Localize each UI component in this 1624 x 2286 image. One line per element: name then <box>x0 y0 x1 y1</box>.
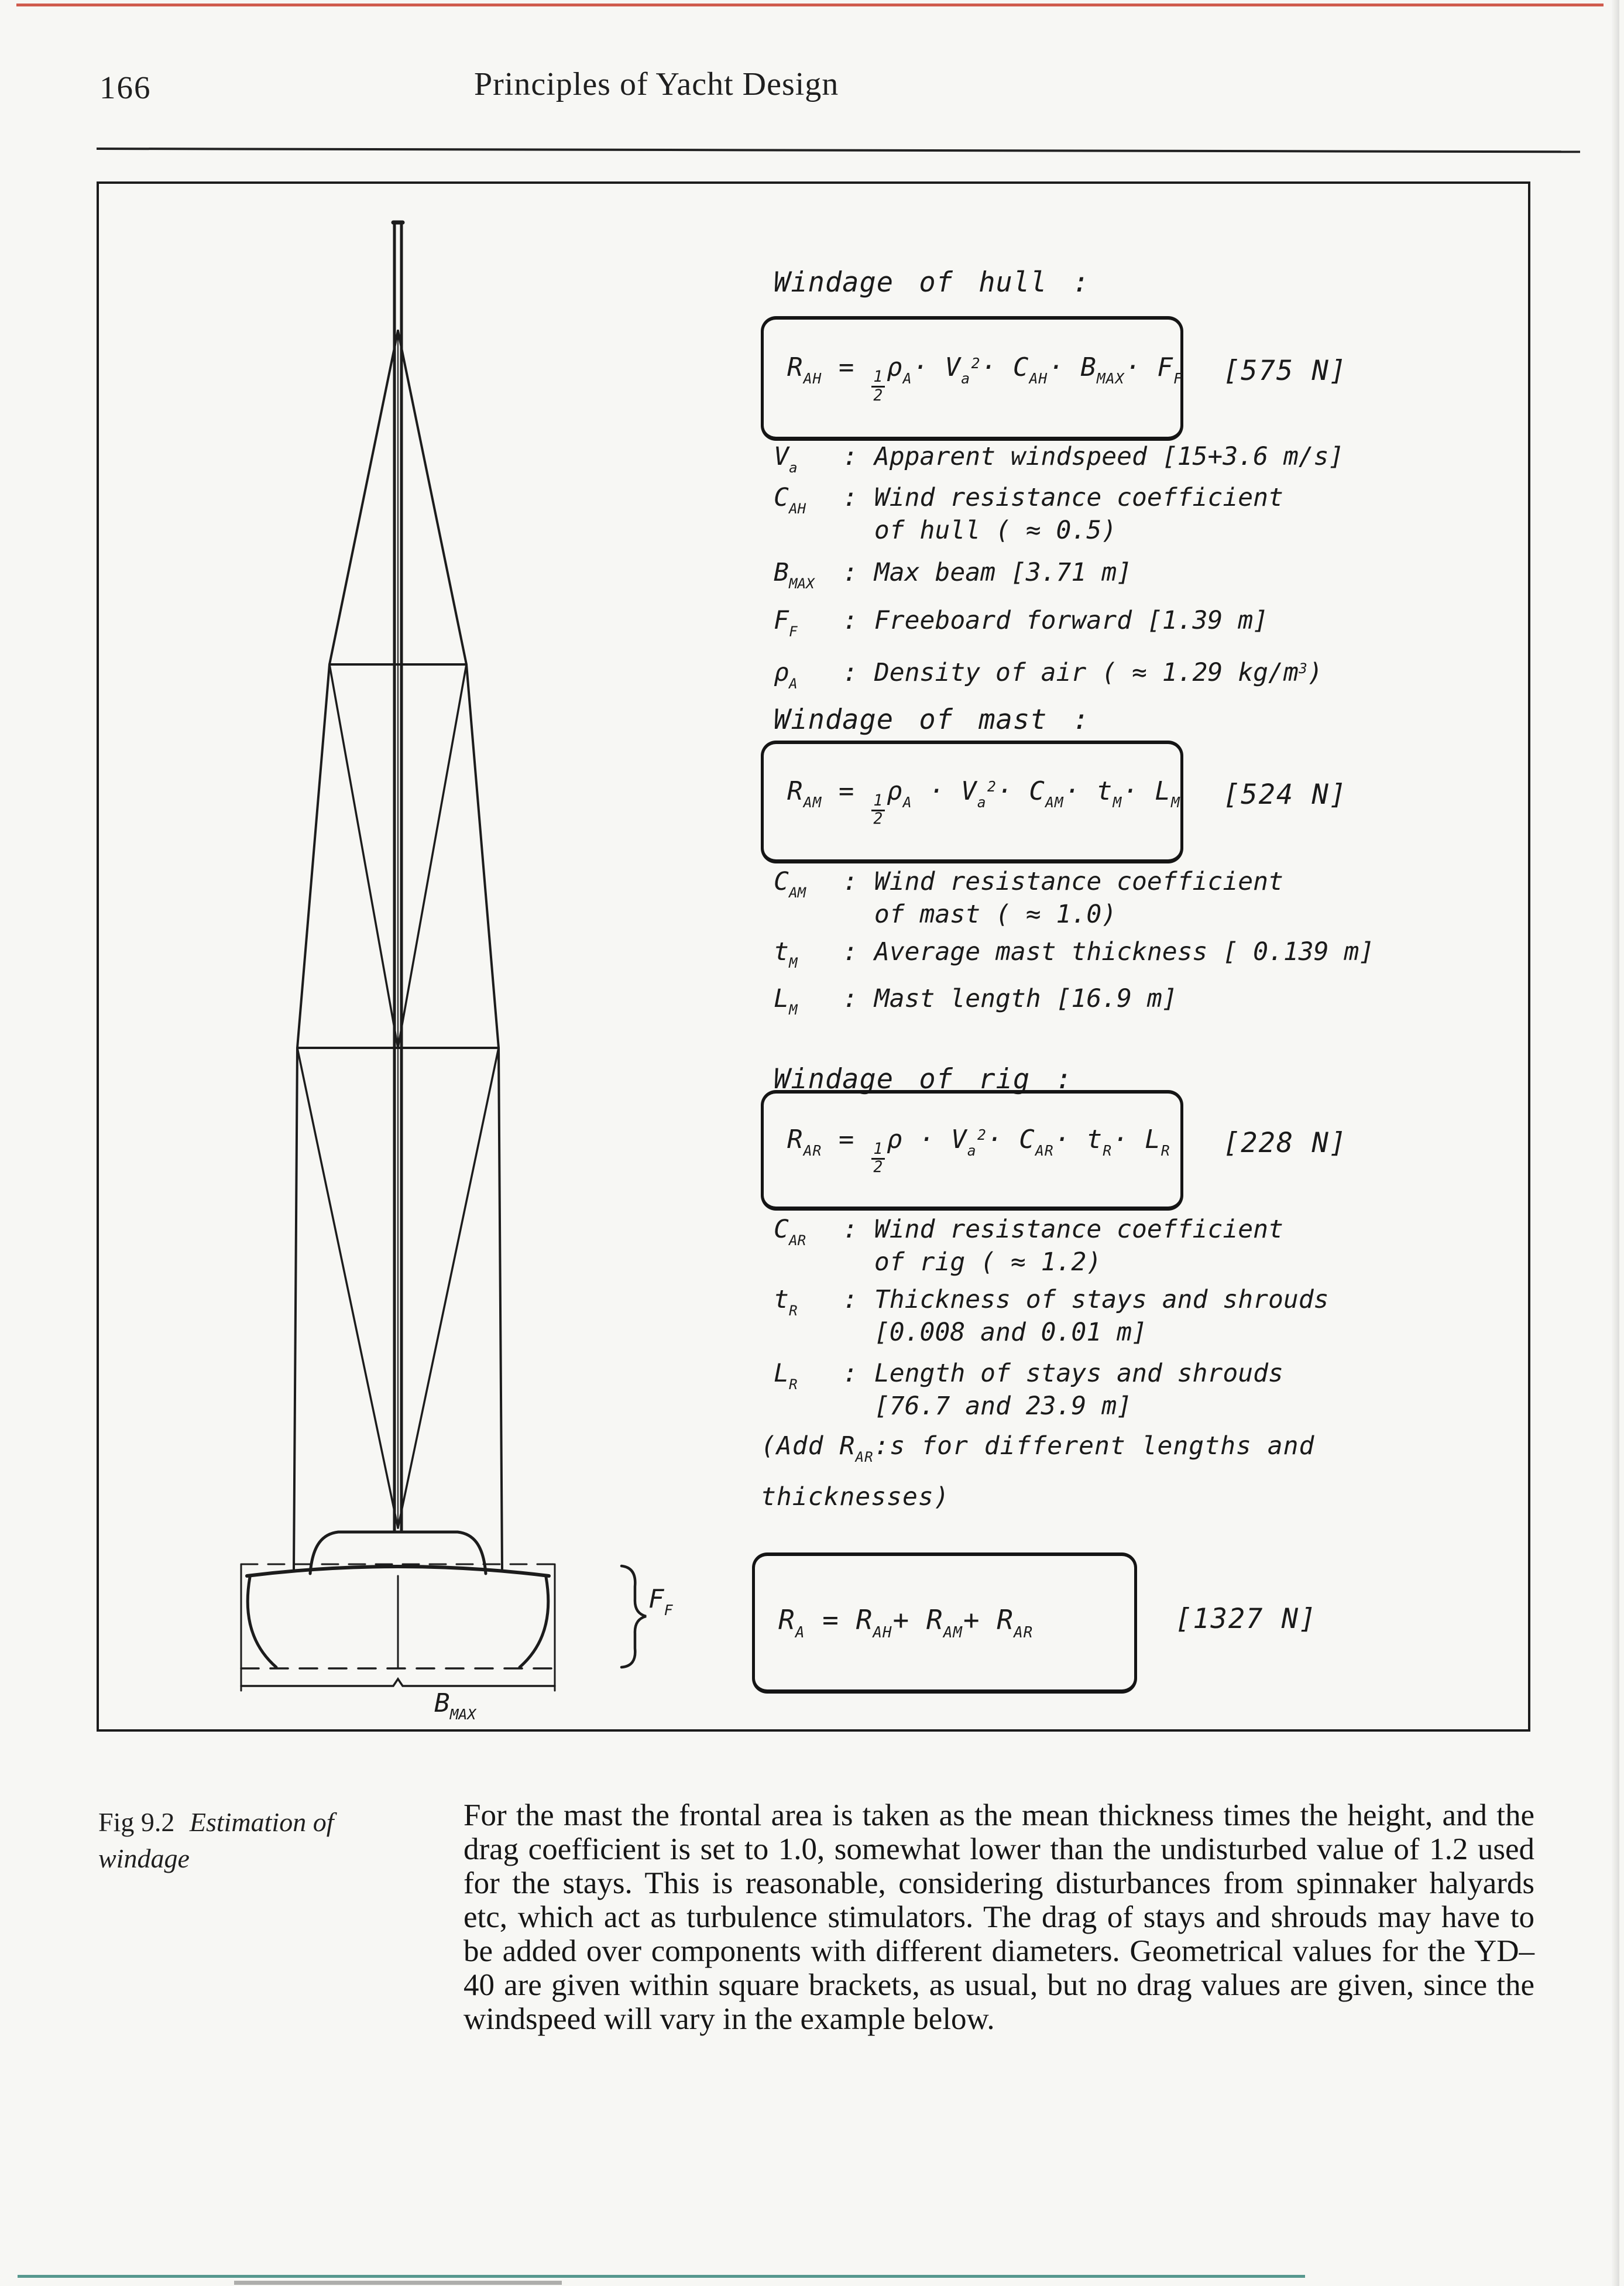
definition-row <box>774 1357 1534 1423</box>
definition-row <box>774 652 1534 700</box>
section-title-rig: Windage of rig : <box>774 1063 1073 1095</box>
symbol: $F_F$ <box>774 606 798 640</box>
scan-edge-right <box>1611 0 1619 2286</box>
definition-text: Apparent windspeed [15+3.6 m/s] <box>874 442 1344 471</box>
definition-row <box>774 982 1534 1026</box>
caption-prefix: Fig 9.2 <box>98 1807 175 1837</box>
header-rule <box>97 148 1580 153</box>
definition-text: Freeboard forward [1.39 m] <box>874 606 1268 635</box>
definition-text: Density of air ( ≈ 1.29 $kg/m^3$) <box>874 658 1323 688</box>
definition-row <box>774 935 1534 979</box>
caption-italic-1: Estimation of <box>189 1807 334 1837</box>
scan-edge-top <box>16 4 1604 6</box>
beam-label: $B_{MAX}$ <box>434 1688 476 1723</box>
symbol: $B_{MAX}$ <box>774 558 815 592</box>
diagonal-shroud-upper-left <box>329 664 398 1048</box>
beam-dimension-line <box>241 1679 555 1686</box>
colon: : <box>843 1359 858 1388</box>
formula-box-mast <box>761 741 1183 863</box>
definition-text: Mast length [16.9 m] <box>874 984 1177 1013</box>
colon: : <box>843 867 858 896</box>
definition-row <box>774 440 1534 484</box>
colon: : <box>843 984 858 1013</box>
cap-shroud-left <box>294 331 398 1569</box>
definition-row <box>774 1283 1534 1349</box>
formula-value-mast: [524 N] <box>1223 779 1348 811</box>
formula-box-total <box>752 1552 1137 1694</box>
symbol: $V_a$ <box>774 442 798 476</box>
hull-side-right <box>520 1577 548 1667</box>
cap-shroud-right <box>398 331 502 1569</box>
diagonal-shroud-lower-right <box>398 1048 499 1528</box>
body-paragraph: For the mast the frontal area is taken as the mean thickness times the height, and the drag coefficient is set to 1.0, somewhat lower than the undisturbed value of 1.2 used for the stays. This is reasonable, considering disturbances from spinnaker halyards etc, which act as turbulence stimulators. The drag of stays and shrouds may have to be added over components with different diameters. Geometrical values for the YD–40 are given within square brackets, as usual, but no drag values are given, since the windspeed will vary in the example below. <box>463 1798 1534 2036</box>
scan-edge-smudge <box>234 2281 562 2285</box>
sheer-line <box>247 1567 549 1576</box>
section-title-hull: Windage of hull : <box>774 266 1090 299</box>
hull-side-left <box>248 1577 276 1667</box>
page-number: 166 <box>99 70 152 105</box>
formula-value-rig: [228 N] <box>1223 1127 1348 1159</box>
definition-text: Average mast thickness [ 0.139 m] <box>874 937 1375 967</box>
definition-row <box>774 1213 1534 1279</box>
colon: : <box>843 937 858 967</box>
diagonal-shroud-upper-right <box>398 664 466 1048</box>
colon: : <box>843 606 858 635</box>
freeboard-label: $F_F$ <box>648 1584 673 1619</box>
scan-edge-bottom <box>18 2275 1305 2278</box>
definition-row <box>774 865 1534 931</box>
definition-text: Wind resistance coefficient of mast ( ≈ 1.0) <box>874 867 1283 929</box>
diagonal-shroud-lower-left <box>297 1048 398 1528</box>
caption-italic-2: windage <box>98 1843 190 1873</box>
figure-caption <box>98 1804 334 1877</box>
definition-row <box>774 481 1534 547</box>
formula-box-hull <box>761 316 1183 441</box>
yacht-drawing <box>105 187 749 1721</box>
symbol: $\rho_A$ <box>774 658 798 692</box>
formula-value-hull: [575 N] <box>1223 355 1348 387</box>
formula-hull: $R_{AH}$ = $\frac{1}{2}$ $\rho_A\cdot V_a^2\cdot C_{AH}\cdot B_{MAX}\cdot F_F$ <box>787 352 1183 405</box>
definition-text: Wind resistance coefficient of rig ( ≈ 1.2) <box>874 1215 1283 1277</box>
definition-text: Wind resistance coefficient of hull ( ≈ 0.5) <box>874 483 1283 545</box>
colon: : <box>843 658 858 688</box>
colon: : <box>843 483 858 512</box>
symbol: $t_M$ <box>774 937 798 971</box>
definition-row <box>774 604 1534 648</box>
definition-text: Thickness of stays and shrouds [0.008 and 0.01 m] <box>874 1285 1329 1347</box>
formula-rig: $R_{AR}$ = $\frac{1}{2}$ $\rho \cdot V_a^2\cdot C_{AR}\cdot t_R\cdot L_R$ <box>787 1124 1170 1177</box>
symbol: $t_R$ <box>774 1285 798 1319</box>
definition-row <box>774 556 1534 600</box>
symbol: $C_{AR}$ <box>774 1215 806 1249</box>
symbol: $C_{AH}$ <box>774 483 806 517</box>
note-line-1: (Add $R_{AR}:s$ for different lengths and <box>761 1431 1315 1465</box>
symbol: $L_M$ <box>774 984 798 1018</box>
formula-value-total: [1327 N] <box>1175 1603 1317 1635</box>
formula-mast: $R_{AM}$ = $\frac{1}{2}$ $\rho_A \cdot V_a^2\cdot C_{AM}\cdot t_M\cdot L_M$ <box>787 776 1180 828</box>
symbol: $C_{AM}$ <box>774 867 806 901</box>
colon: : <box>843 1215 858 1244</box>
colon: : <box>843 1285 858 1314</box>
page-title: Principles of Yacht Design <box>474 66 839 102</box>
note-line-2: thicknesses) <box>761 1482 950 1512</box>
colon: : <box>843 558 858 587</box>
freeboard-brace <box>622 1566 646 1667</box>
definition-text: Length of stays and shrouds [76.7 and 23.9 m] <box>874 1359 1283 1421</box>
formula-box-rig <box>761 1090 1183 1211</box>
formula-total: $R_A = R_{AH}+ R_{AM}+ R_{AR}$ <box>778 1604 1034 1641</box>
colon: : <box>843 442 858 471</box>
definition-text: Max beam [3.71 m] <box>874 558 1132 587</box>
symbol: $L_R$ <box>774 1359 798 1393</box>
section-title-mast: Windage of mast : <box>774 704 1090 736</box>
